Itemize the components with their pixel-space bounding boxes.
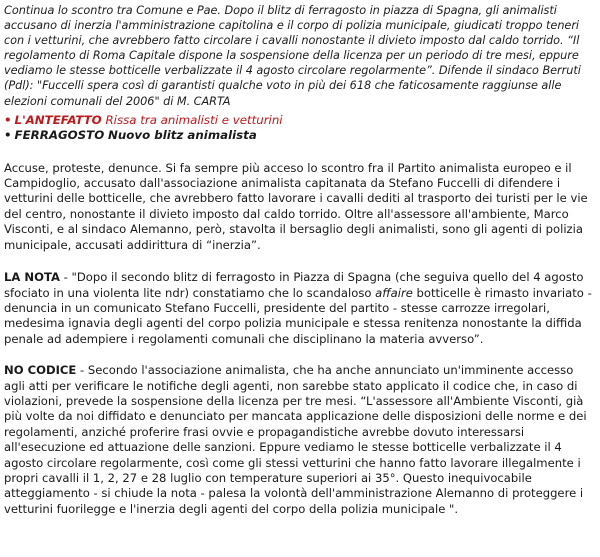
related-link-antefatto[interactable] [4, 113, 594, 129]
related-link-ferragosto[interactable] [4, 128, 594, 144]
article [4, 0, 594, 517]
paragraph-emphasis: affaire [375, 285, 413, 300]
paragraph-intro: Accuse, proteste, denunce. Si fa sempre più acceso lo scontro fra il Partito animalista europeo e il Campidoglio, accusato dall'associazione animalista capitanata da Stefano Fuccelli di difendere i vetturini delle botticelle, che avrebbero fatto lavorare i cavalli dediti al trasporto dei turisti per le vie del centro, nonostante il divieto imposto dal caldo torrido. Oltre all'assessore all'ambiente, Marco Visconti, e al sindaco Alemanno, però, stavolta il bersaglio degli animalisti, sono gli agenti di polizia municipale, accusati addirittura di “inerzia”. [4, 160, 588, 252]
related-tag: L'ANTEFATTO [14, 112, 102, 127]
related-tag: FERRAGOSTO [14, 128, 105, 143]
related-title: Rissa tra animalisti e vetturini [105, 112, 283, 127]
paragraph-text: - "Dopo il secondo blitz di ferragosto in Piazza di Spagna (che seguiva quello del 4 agosto sfociato in una violenta lite ndr) constatiamo che lo scandaloso [4, 270, 584, 300]
related-links [4, 113, 594, 144]
related-title: Nuovo blitz animalista [108, 128, 257, 143]
article-lead: Continua lo scontro tra Comune e Pae. Dopo il blitz di ferragosto in piazza di Spagna, gli animalisti accusano di inerzia l'amministrazione capitolina e il corpo di polizia municipale, giudicati troppo teneri con i vetturini, che avrebbero fatto circolare i cavalli nonostante il divieto imposto dal caldo torrido. “Il regolamento di Roma Capitale dispone la sospensione della licenza per un periodo di tre mesi, eppure vediamo le stesse botticelle verbalizzate il 4 agosto circolare regolarmente”. Difende il sindaco Berruti (Pdl): "Fuccelli spera così di garantisti qualche voto in più dei 618 che faticosamente raggiunse alle elezioni comunali del 2006" di M. CARTA [4, 4, 581, 108]
section-label: NO CODICE [4, 363, 77, 378]
bullet-icon: • [4, 112, 12, 127]
bullet-icon: • [4, 128, 12, 143]
paragraph-text: botticelle è rimasto invariato - denuncia in un comunicato Stefano Fuccelli, presidente del partito - stesse carrozze irregolari, medesima ignavia degli agenti del corpo polizia municipale e stessa renitenza nonostante la diffida penale ad adempiere i regolamenti comunali che disciplinano la materia avverso”. [4, 285, 592, 346]
paragraph-text: - Secondo l'associazione animalista, che ha anche annunciato un'imminente accesso agli atti per verificare le notifiche degli agenti, non sarebbe stato applicato il codice che, in caso di violazioni, prevede la sospensione della licenza per tre mesi. “L'assessore all'Ambiente Visconti, già più volte da noi diffidato e denunciato per mancata applicazione delle disposizioni delle norme e dei regolamenti, anziché proferire frasi ovvie e propagandistiche avrebbe dovuto interessarsi all'esecuzione ed attuazione delle sanzioni. Eppure vediamo le stesse botticelle verbalizzate il 4 agosto circolare regolarmente, così come gli stessi vetturini che hanno fatto lavorare illegalmente i propri cavalli il 1, 2, 27 e 28 luglio con temperature superiori ai 35°. Questo inequivocabile atteggiamento - si chiude la nota - palesa la volontà dell'amministrazione Alemanno di proteggere i vetturini fuorilegge e l'inerzia degli agenti del corpo della polizia municipale ". [4, 363, 587, 516]
paragraph-no-codice [4, 363, 594, 517]
section-label: LA NOTA [4, 270, 60, 285]
article-body [4, 161, 594, 518]
paragraph-la-nota [4, 270, 594, 347]
